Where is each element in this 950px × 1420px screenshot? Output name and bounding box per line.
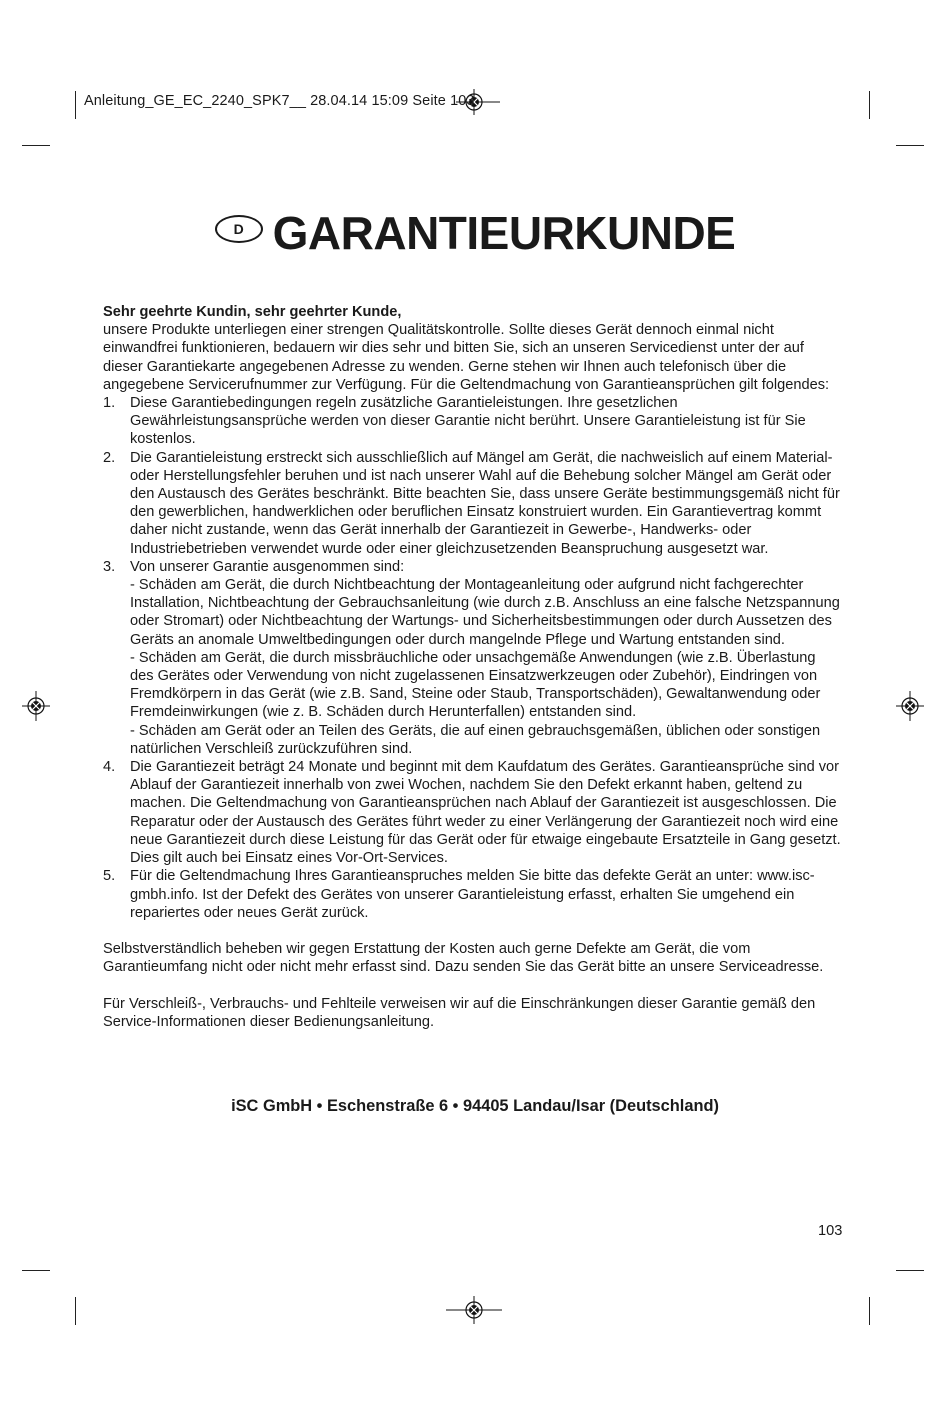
term-paragraph: Von unserer Garantie ausgenommen sind: <box>130 558 405 575</box>
term-number: 1. <box>103 395 116 412</box>
paragraph-spacer <box>103 922 843 940</box>
term-text <box>130 558 843 758</box>
term-number: 3. <box>103 558 116 575</box>
term-paragraph: Diese Garantiebedingungen regeln zusätzliche Garantieleistungen. Ihre gesetzlichen Gewährleistungsansprüche werden von dieser Garantie nicht berührt. Unsere Garantieleistung ist für Sie kostenlos. <box>130 395 806 448</box>
crop-mark-bottom-right-vertical <box>869 1297 870 1325</box>
closing-paragraph: Für Verschleiß-, Verbrauchs- und Fehlteile verweisen wir auf die Einschränkungen dieser Garantie gemäß den Service-Informationen dieser Bedienungsanleitung. <box>103 995 816 1030</box>
language-badge: D <box>215 215 263 243</box>
crop-mark-top-left-horizontal <box>22 145 50 146</box>
term-paragraph: Für die Geltendmachung Ihres Garantieanspruches melden Sie bitte das defekte Gerät an unter: www.isc-gmbh.info. Ist der Defekt des Gerätes von unserer Garantieleistung erfasst, erhalten Sie umgehend ein repariertes oder neues Gerät zurück. <box>130 868 815 921</box>
crop-mark-top-right-vertical <box>869 91 870 119</box>
print-slug: Anleitung_GE_EC_2240_SPK7__ 28.04.14 15:09 Seite 103 <box>84 93 475 109</box>
company-address: iSC GmbH • Eschenstraße 6 • 94405 Landau/Isar (Deutschland) <box>231 1097 719 1115</box>
term-text <box>130 449 843 558</box>
term-item <box>103 449 843 558</box>
registration-mark-right-icon <box>896 691 924 721</box>
page-number: 103 <box>818 1223 843 1239</box>
warranty-text <box>103 303 843 1031</box>
closing-paragraph: Selbstverständlich beheben wir gegen Erstattung der Kosten auch gerne Defekte am Gerät, die vom Garantieumfang nicht oder nicht mehr erfasst sind. Dazu senden Sie das Gerät bitte an unsere Serviceadresse. <box>103 941 824 976</box>
salutation: Sehr geehrte Kundin, sehr geehrter Kunde, <box>103 304 402 320</box>
term-paragraph: Die Garantieleistung erstreckt sich ausschließlich auf Mängel am Gerät, die nachweislich auf einem Material- oder Herstellungsfehler beruhen und ist nach unserer Wahl auf die Behebung solcher Mängel am Gerät oder den Austausch des Gerätes beschränkt. Bitte beachten Sie, dass unsere Geräte bestimmungsgemäß nicht für den gewerblichen, handwerklichen oder beruflichen Einsatz konstruiert wurden. Ein Garantievertrag kommt daher nicht zustande, wenn das Gerät innerhalb der Garantiezeit in Gewerbe-, Handwerks- oder Industriebetrieben verwendet wurde oder einer gleichzusetzenden Beanspruchung ausgesetzt war. <box>130 449 840 557</box>
term-number: 5. <box>103 868 116 885</box>
term-item <box>103 758 843 867</box>
term-paragraph: Die Garantiezeit beträgt 24 Monate und beginnt mit dem Kaufdatum des Gerätes. Garantieansprüche sind vor Ablauf der Garantiezeit innerhalb von zwei Wochen, nachdem Sie den Defekt erkannt haben, geltend zu machen. Die Geltendmachung von Garantieansprüchen nach Ablauf der Garantiezeit ist ausgeschlossen. Die Reparatur oder der Austausch des Gerätes führt weder zu einer Verlängerung der Garantiezeit noch wird eine neue Garantiezeit durch diese Leistung für das Gerät oder für etwaige eingebaute Ersatzteile in Gang gesetzt. Dies gilt auch bei Einsatz eines Vor-Ort-Services. <box>130 759 841 867</box>
crop-mark-bottom-right-horizontal <box>896 1270 924 1271</box>
term-number: 4. <box>103 759 116 776</box>
term-number: 2. <box>103 449 116 466</box>
term-paragraph: - Schäden am Gerät oder an Teilen des Geräts, die auf einen gebrauchsgemäßen, üblichen oder sonstigen natürlichen Verschleiß zurückzuführen sind. <box>130 722 821 757</box>
registration-mark-left-icon <box>22 691 50 721</box>
registration-mark-bottom-icon <box>446 1296 502 1324</box>
term-text <box>130 867 843 922</box>
crop-mark-bottom-left-vertical <box>75 1297 76 1325</box>
term-item <box>103 558 843 758</box>
title-block <box>0 206 950 260</box>
term-item <box>103 867 843 922</box>
crop-mark-top-right-horizontal <box>896 145 924 146</box>
term-text <box>130 394 843 449</box>
paragraph-spacer <box>103 977 843 995</box>
crop-mark-top-left-vertical <box>75 91 76 119</box>
terms-list <box>103 394 843 922</box>
term-text <box>130 758 843 867</box>
term-paragraph: - Schäden am Gerät, die durch Nichtbeachtung der Montageanleitung oder aufgrund nicht fachgerechter Installation, Nichtbeachtung der Gebrauchsanleitung (wie durch z.B. Anschluss an eine falsche Netzspannung oder Stromart) oder Nichtbeachtung der Wartungs- und Sicherheitsbestimmungen oder durch Aussetzen des Geräts an anomale Umweltbedingungen oder durch mangelnde Pflege und Wartung entstanden sind. <box>130 577 840 648</box>
intro-paragraph: unsere Produkte unterliegen einer strengen Qualitätskontrolle. Sollte dieses Gerät dennoch einmal nicht einwandfrei funktionieren, bedauern wir dies sehr und bitten Sie, sich an unseren Servicedienst unter der auf dieser Garantiekarte angegebenen Adresse zu wenden. Gerne stehen wir Ihnen auch telefonisch über die angegebene Servicerufnummer zur Verfügung. Für die Geltendmachung von Garantieansprüchen gilt folgendes: <box>103 322 830 393</box>
page-title: GARANTIEURKUNDE <box>272 207 736 259</box>
term-paragraph: - Schäden am Gerät, die durch missbräuchliche oder unsachgemäße Anwendungen (wie z.B. Überlastung des Gerätes oder Verwendung von nicht zugelassenen Einsatzwerkzeugen oder Zubehör), Eindringen von Fremdkörpern in das Gerät (wie z.B. Sand, Steine oder Staub, Transportschäden), Gewaltanwendung oder Fremdeinwirkungen (wie z. B. Schäden durch Herunterfallen) entstanden sind. <box>130 649 821 721</box>
crop-mark-bottom-left-horizontal <box>22 1270 50 1271</box>
term-item <box>103 394 843 449</box>
